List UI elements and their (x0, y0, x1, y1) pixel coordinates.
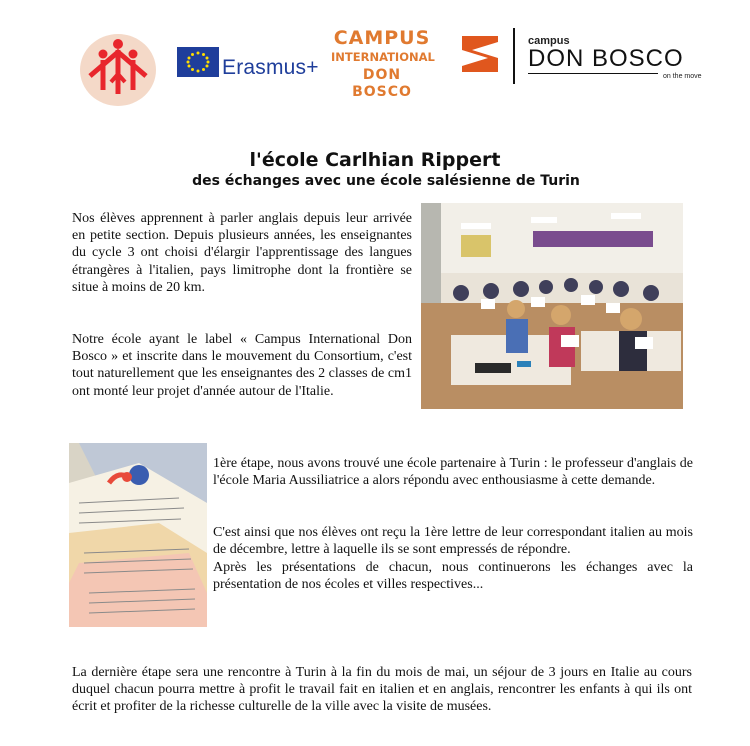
classroom-photo (421, 203, 683, 409)
erasmus-text: Erasmus+ (222, 56, 319, 79)
don-bosco-s-icon (458, 32, 506, 76)
paragraph-6: La dernière étape sera une rencontre à Turin à la fin du mois de mai, un séjour de 3 jours en Italie au cours duquel chacun pourra mettre à profit le travail fait en italien et en anglais, rencontrer les enfants à qui ils ont écrit et profiter de la richesse culturelle de la ville avec la visite de musées. (72, 665, 692, 715)
logo-divider (513, 28, 515, 84)
campus-international-logo (331, 27, 435, 100)
paragraph-2: Notre école ayant le label « Campus International Don Bosco » et inscrite dans le mouvement du Consortium, c'est tout naturellement que les enseignantes des 2 classes de cm1 ont monté leur projet d'année autour de l'Italie. (72, 332, 412, 399)
paragraph-5: Après les présentations de chacun, nous continuerons les échanges avec la présentation de nos écoles et villes respectives... (213, 560, 693, 593)
letters-photo (69, 443, 207, 627)
campus-logo-line2: INTERNATIONAL (331, 50, 435, 64)
db-logo-rule (528, 73, 658, 74)
salesian-family-icon (78, 30, 158, 108)
salesian-logo (78, 30, 158, 108)
campus-logo-line1: CAMPUS (333, 27, 431, 49)
paragraph-4: C'est ainsi que nos élèves ont reçu la 1ère lettre de leur correspondant italien au mois de décembre, lettre à laquelle ils se sont empressés de répondre. (213, 525, 693, 558)
db-logo-big: DON BOSCO (528, 45, 684, 72)
paragraph-1: Nos élèves apprennent à parler anglais depuis leur arrivée en petite section. Depuis plusieurs années, les enseignantes du cycle 3 ont choisi d'élargir l'apprentissage des langues étrangères à l'italien, pays limitrophe dont la frontière se situe à moins de 20 km. (72, 211, 412, 295)
article-subtitle: des échanges avec une école salésienne de Turin (192, 173, 580, 189)
article-title: l'école Carlhian Rippert (249, 149, 501, 171)
campus-logo-line3: DON BOSCO (352, 67, 412, 100)
eu-flag-icon (177, 47, 219, 77)
campus-don-bosco-logo (458, 24, 702, 86)
paragraph-3: 1ère étape, nous avons trouvé une école partenaire à Turin : le professeur d'anglais de l'école Maria Aussiliatrice a alors répondu avec enthousiasme à cette demande. (213, 456, 693, 489)
erasmus-logo (177, 45, 319, 81)
db-logo-small: campus (528, 35, 570, 47)
db-logo-tagline: on the move (663, 73, 702, 80)
